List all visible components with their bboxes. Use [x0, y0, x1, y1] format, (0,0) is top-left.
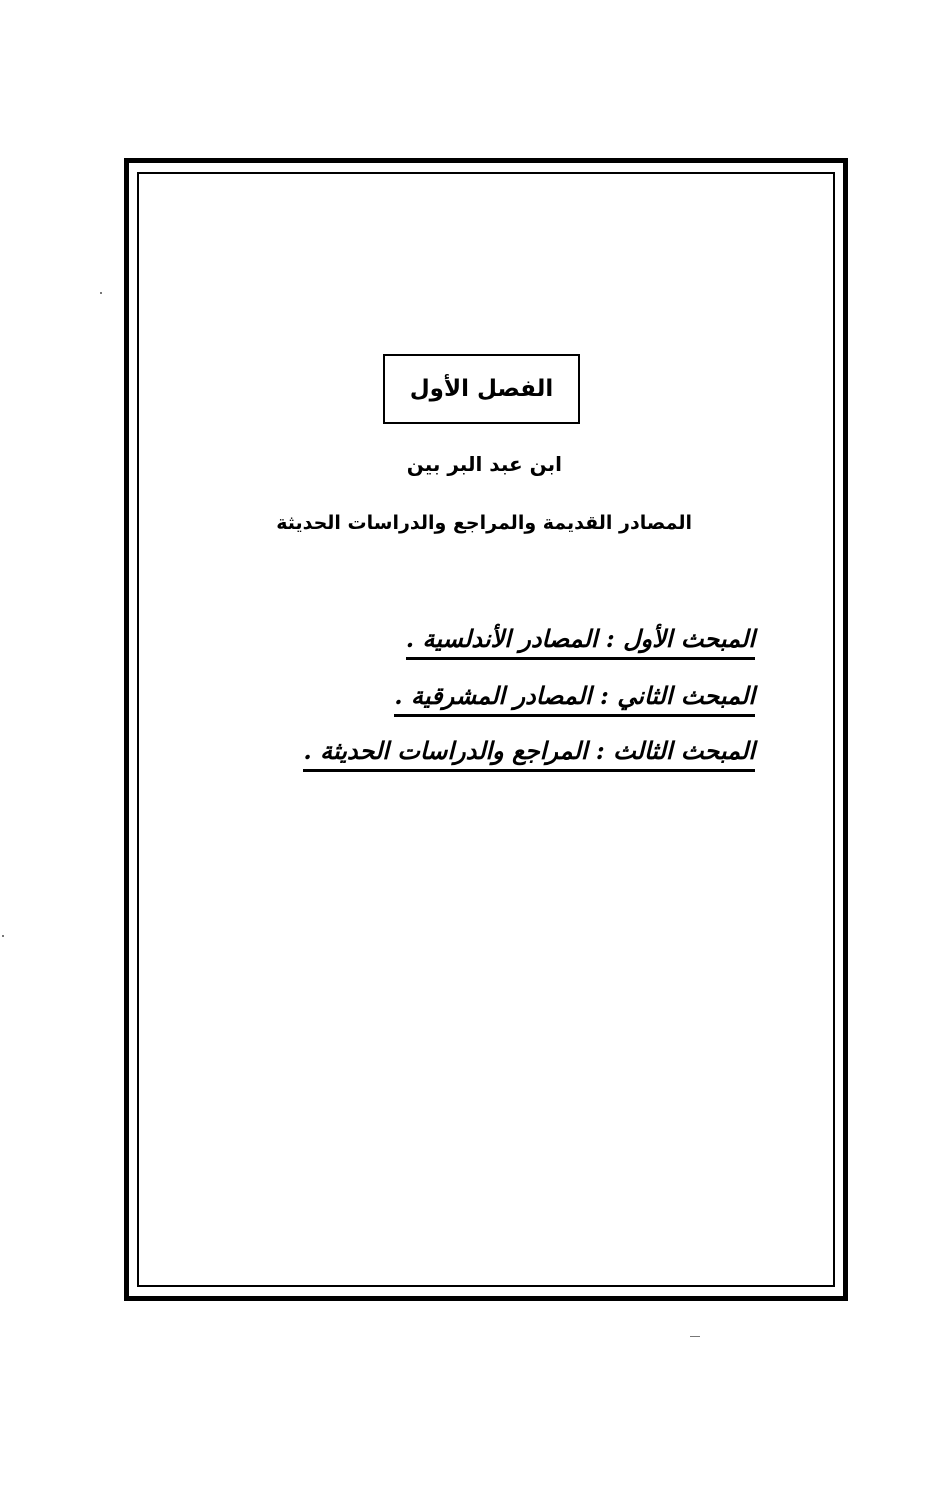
section-item-3: المبحث الثالث : المراجع والدراسات الحديثة .	[303, 737, 755, 772]
scan-speck	[690, 1336, 700, 1337]
chapter-heading-line-1: ابن عبد البر بين	[406, 452, 562, 476]
section-item-1: المبحث الأول : المصادر الأندلسية .	[406, 625, 755, 660]
scan-speck	[2, 935, 4, 937]
scan-speck	[100, 292, 102, 294]
page-border-inner	[137, 172, 835, 1287]
chapter-title: الفصل الأول	[409, 376, 554, 402]
section-item-2: المبحث الثاني : المصادر المشرقية .	[394, 682, 755, 717]
chapter-heading-line-2: المصادر القديمة والمراجع والدراسات الحديثة	[276, 512, 692, 534]
page-border-outer	[124, 158, 848, 1301]
chapter-title-box	[383, 354, 580, 424]
